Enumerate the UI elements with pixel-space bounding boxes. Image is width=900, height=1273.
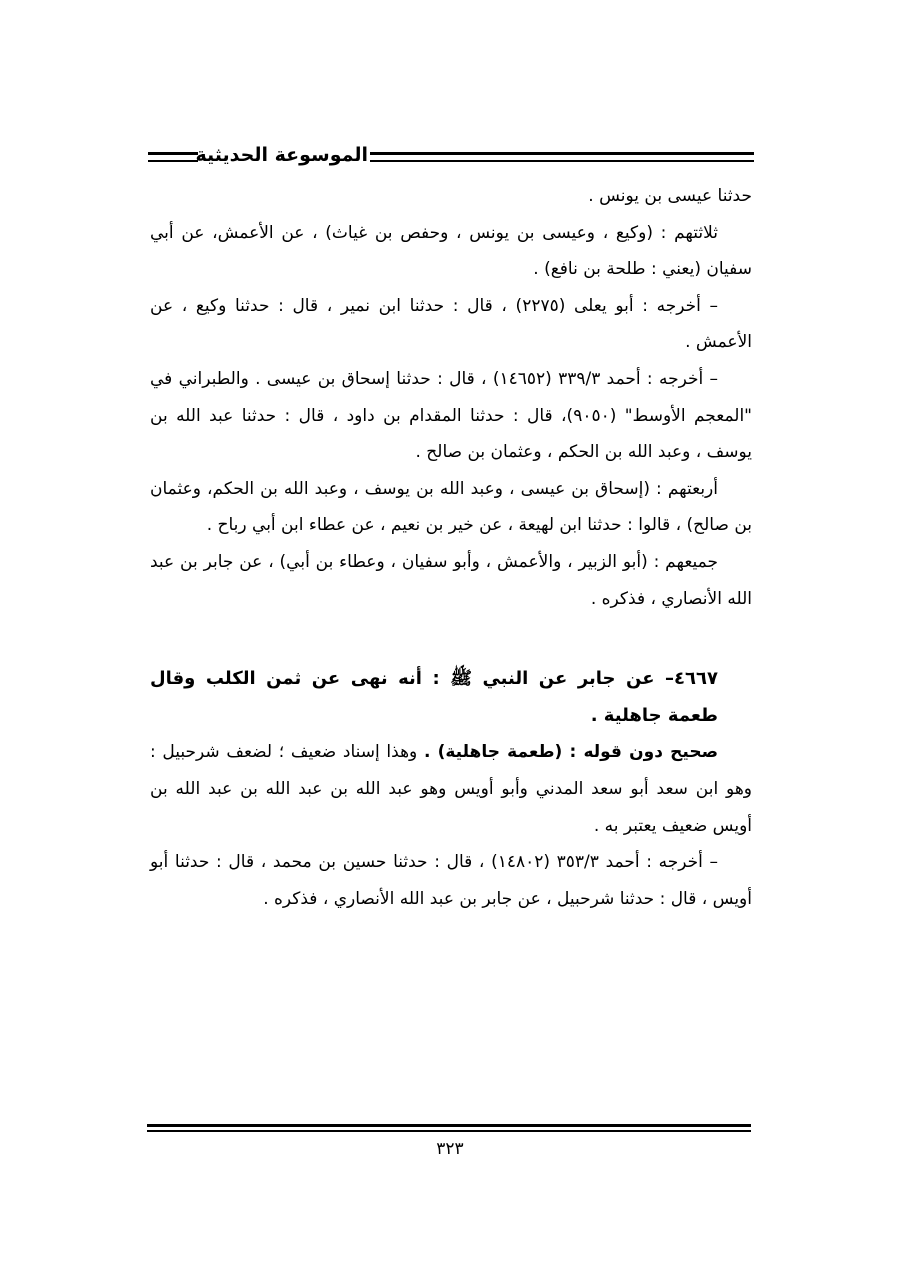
hadith-grading <box>150 734 752 844</box>
grading-explanation: وهذا إسناد ضعيف ؛ لضعف شرحبيل : وهو ابن سعد أبو سعد المدني وأبو أويس وهو عبد الله بن عبد الله بن عبد الله بن أويس ضعيف يعتبر به . <box>150 742 752 836</box>
main-text <box>150 178 752 917</box>
hadith-takhrij: – أخرجه : أحمد ٣٥٣/٣ (١٤٨٠٢) ، قال : حدثنا حسين بن محمد ، قال : حدثنا أبو أويس ، قال : حدثنا شرحبيل ، عن جابر بن عبد الله الأنصاري ، فذكره . <box>150 852 752 909</box>
paragraph: حدثنا عيسى بن يونس . <box>588 186 752 206</box>
running-header-title: الموسوعة الحديثية <box>195 144 368 166</box>
footer-rule <box>147 1124 751 1132</box>
paragraph: أربعتهم : (إسحاق بن عيسى ، وعبد الله بن يوسف ، وعبد الله بن الحكم، وعثمان بن صالح) ، قالوا : حدثنا ابن لهيعة ، عن خير بن نعيم ، عن عطاء ابن أبي رباح . <box>150 478 752 536</box>
paragraph: – أخرجه : أبو يعلى (٢٢٧٥) ، قال : حدثنا ابن نمير ، قال : حدثنا وكيع ، عن الأعمش . <box>150 295 752 353</box>
section-spacer <box>150 617 752 661</box>
header-rule-left <box>148 152 198 162</box>
page-number: ٣٢٣ <box>436 1139 464 1159</box>
hadith-heading: ٤٦٦٧– عن جابر عن النبي ﷺ : أنه نهى عن ثمن الكلب وقال طعمة جاهلية . <box>150 668 718 726</box>
header-rule-right <box>370 152 754 162</box>
paragraph: جميعهم : (أبو الزبير ، والأعمش ، وأبو سفيان ، وعطاء بن أبي) ، عن جابر بن عبد الله الأنصاري ، فذكره . <box>150 551 752 609</box>
paragraph: ثلاثتهم : (وكيع ، وعيسى بن يونس ، وحفص بن غياث) ، عن الأعمش، عن أبي سفيان (يعني : طلحة بن نافع) . <box>150 222 752 280</box>
grading-verdict: صحيح دون قوله : (طعمة جاهلية) . <box>423 742 718 763</box>
paragraph: – أخرجه : أحمد ٣٣٩/٣ (١٤٦٥٢) ، قال : حدثنا إسحاق بن عيسى . والطبراني في "المعجم الأوسط" (٩٠٥٠)، قال : حدثنا المقدام بن داود ، قال : حدثنا عبد الله بن يوسف ، وعبد الله بن الحكم ، وعثمان بن صالح . <box>150 368 753 463</box>
